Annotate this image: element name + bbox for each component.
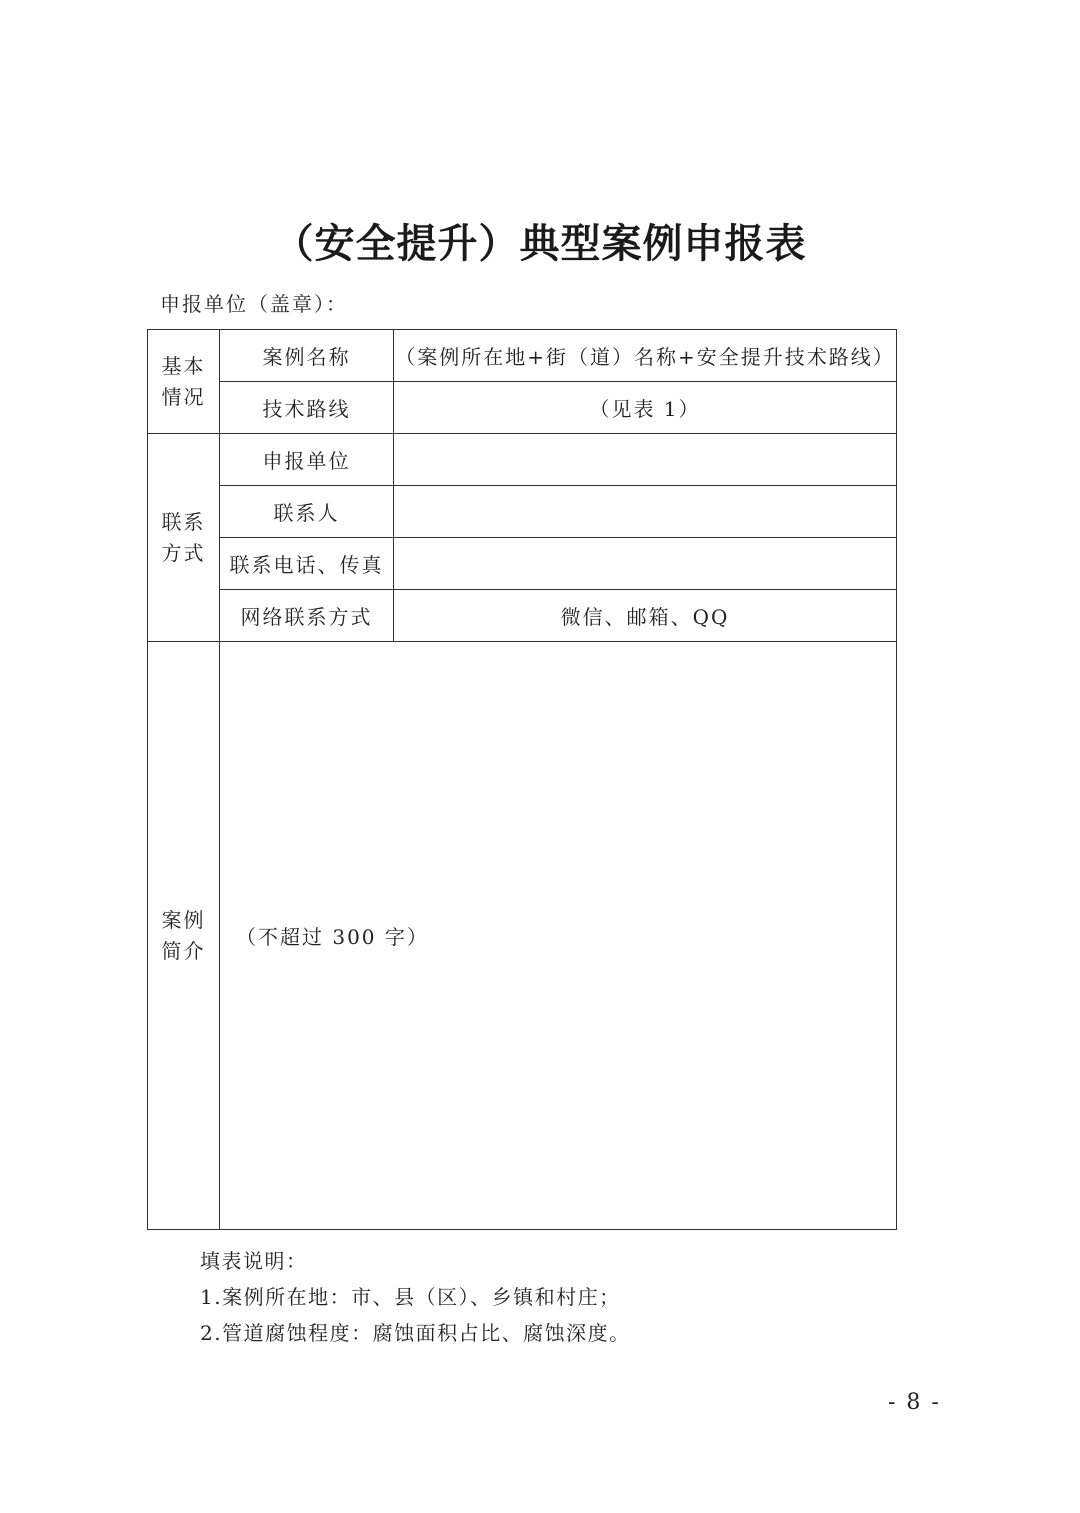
group-label-contact xyxy=(148,434,220,642)
page-title: （安全提升）典型案例申报表 xyxy=(273,221,807,267)
table-row xyxy=(148,330,897,382)
field-value-case-name[interactable]: （案例所在地+街（道）名称+安全提升技术路线） xyxy=(394,330,897,382)
case-intro-hint: （不超过 300 字） xyxy=(236,925,429,949)
application-form-table xyxy=(147,329,897,1230)
group-label-line: 联系 xyxy=(161,509,206,534)
group-label-basic-info xyxy=(148,330,220,434)
field-label-case-name: 案例名称 xyxy=(220,330,394,382)
field-label-phone-fax: 联系电话、传真 xyxy=(220,538,394,590)
field-label-reporting-unit: 申报单位 xyxy=(220,434,394,486)
field-label-contact-person: 联系人 xyxy=(220,486,394,538)
filling-notes xyxy=(200,1243,631,1351)
group-label-case-intro xyxy=(148,642,220,1230)
field-value-reporting-unit[interactable] xyxy=(394,434,897,486)
group-label-line: 案例 xyxy=(161,907,206,932)
table-row xyxy=(148,434,897,486)
field-value-tech-route[interactable]: （见表 1） xyxy=(394,382,897,434)
table-row xyxy=(148,642,897,1230)
group-label-line: 基本 xyxy=(161,353,206,378)
note-item: 1.案例所在地：市、县（区）、乡镇和村庄； xyxy=(200,1285,621,1309)
notes-heading: 填表说明： xyxy=(200,1249,308,1273)
reporting-unit-label: 申报单位（盖章）： xyxy=(160,292,348,316)
field-value-phone-fax[interactable] xyxy=(394,538,897,590)
note-item: 2.管道腐蚀程度：腐蚀面积占比、腐蚀深度。 xyxy=(200,1321,631,1345)
group-label-line: 情况 xyxy=(161,384,206,409)
field-label-tech-route: 技术路线 xyxy=(220,382,394,434)
page-number: - 8 - xyxy=(888,1390,941,1415)
table-row xyxy=(148,538,897,590)
field-label-online-contact: 网络联系方式 xyxy=(220,590,394,642)
group-label-line: 方式 xyxy=(161,540,206,565)
table-row xyxy=(148,382,897,434)
field-value-contact-person[interactable] xyxy=(394,486,897,538)
field-value-case-intro[interactable] xyxy=(220,642,897,1230)
table-row xyxy=(148,486,897,538)
table-row xyxy=(148,590,897,642)
group-label-line: 简介 xyxy=(161,938,206,963)
field-value-online-contact[interactable]: 微信、邮箱、QQ xyxy=(394,590,897,642)
